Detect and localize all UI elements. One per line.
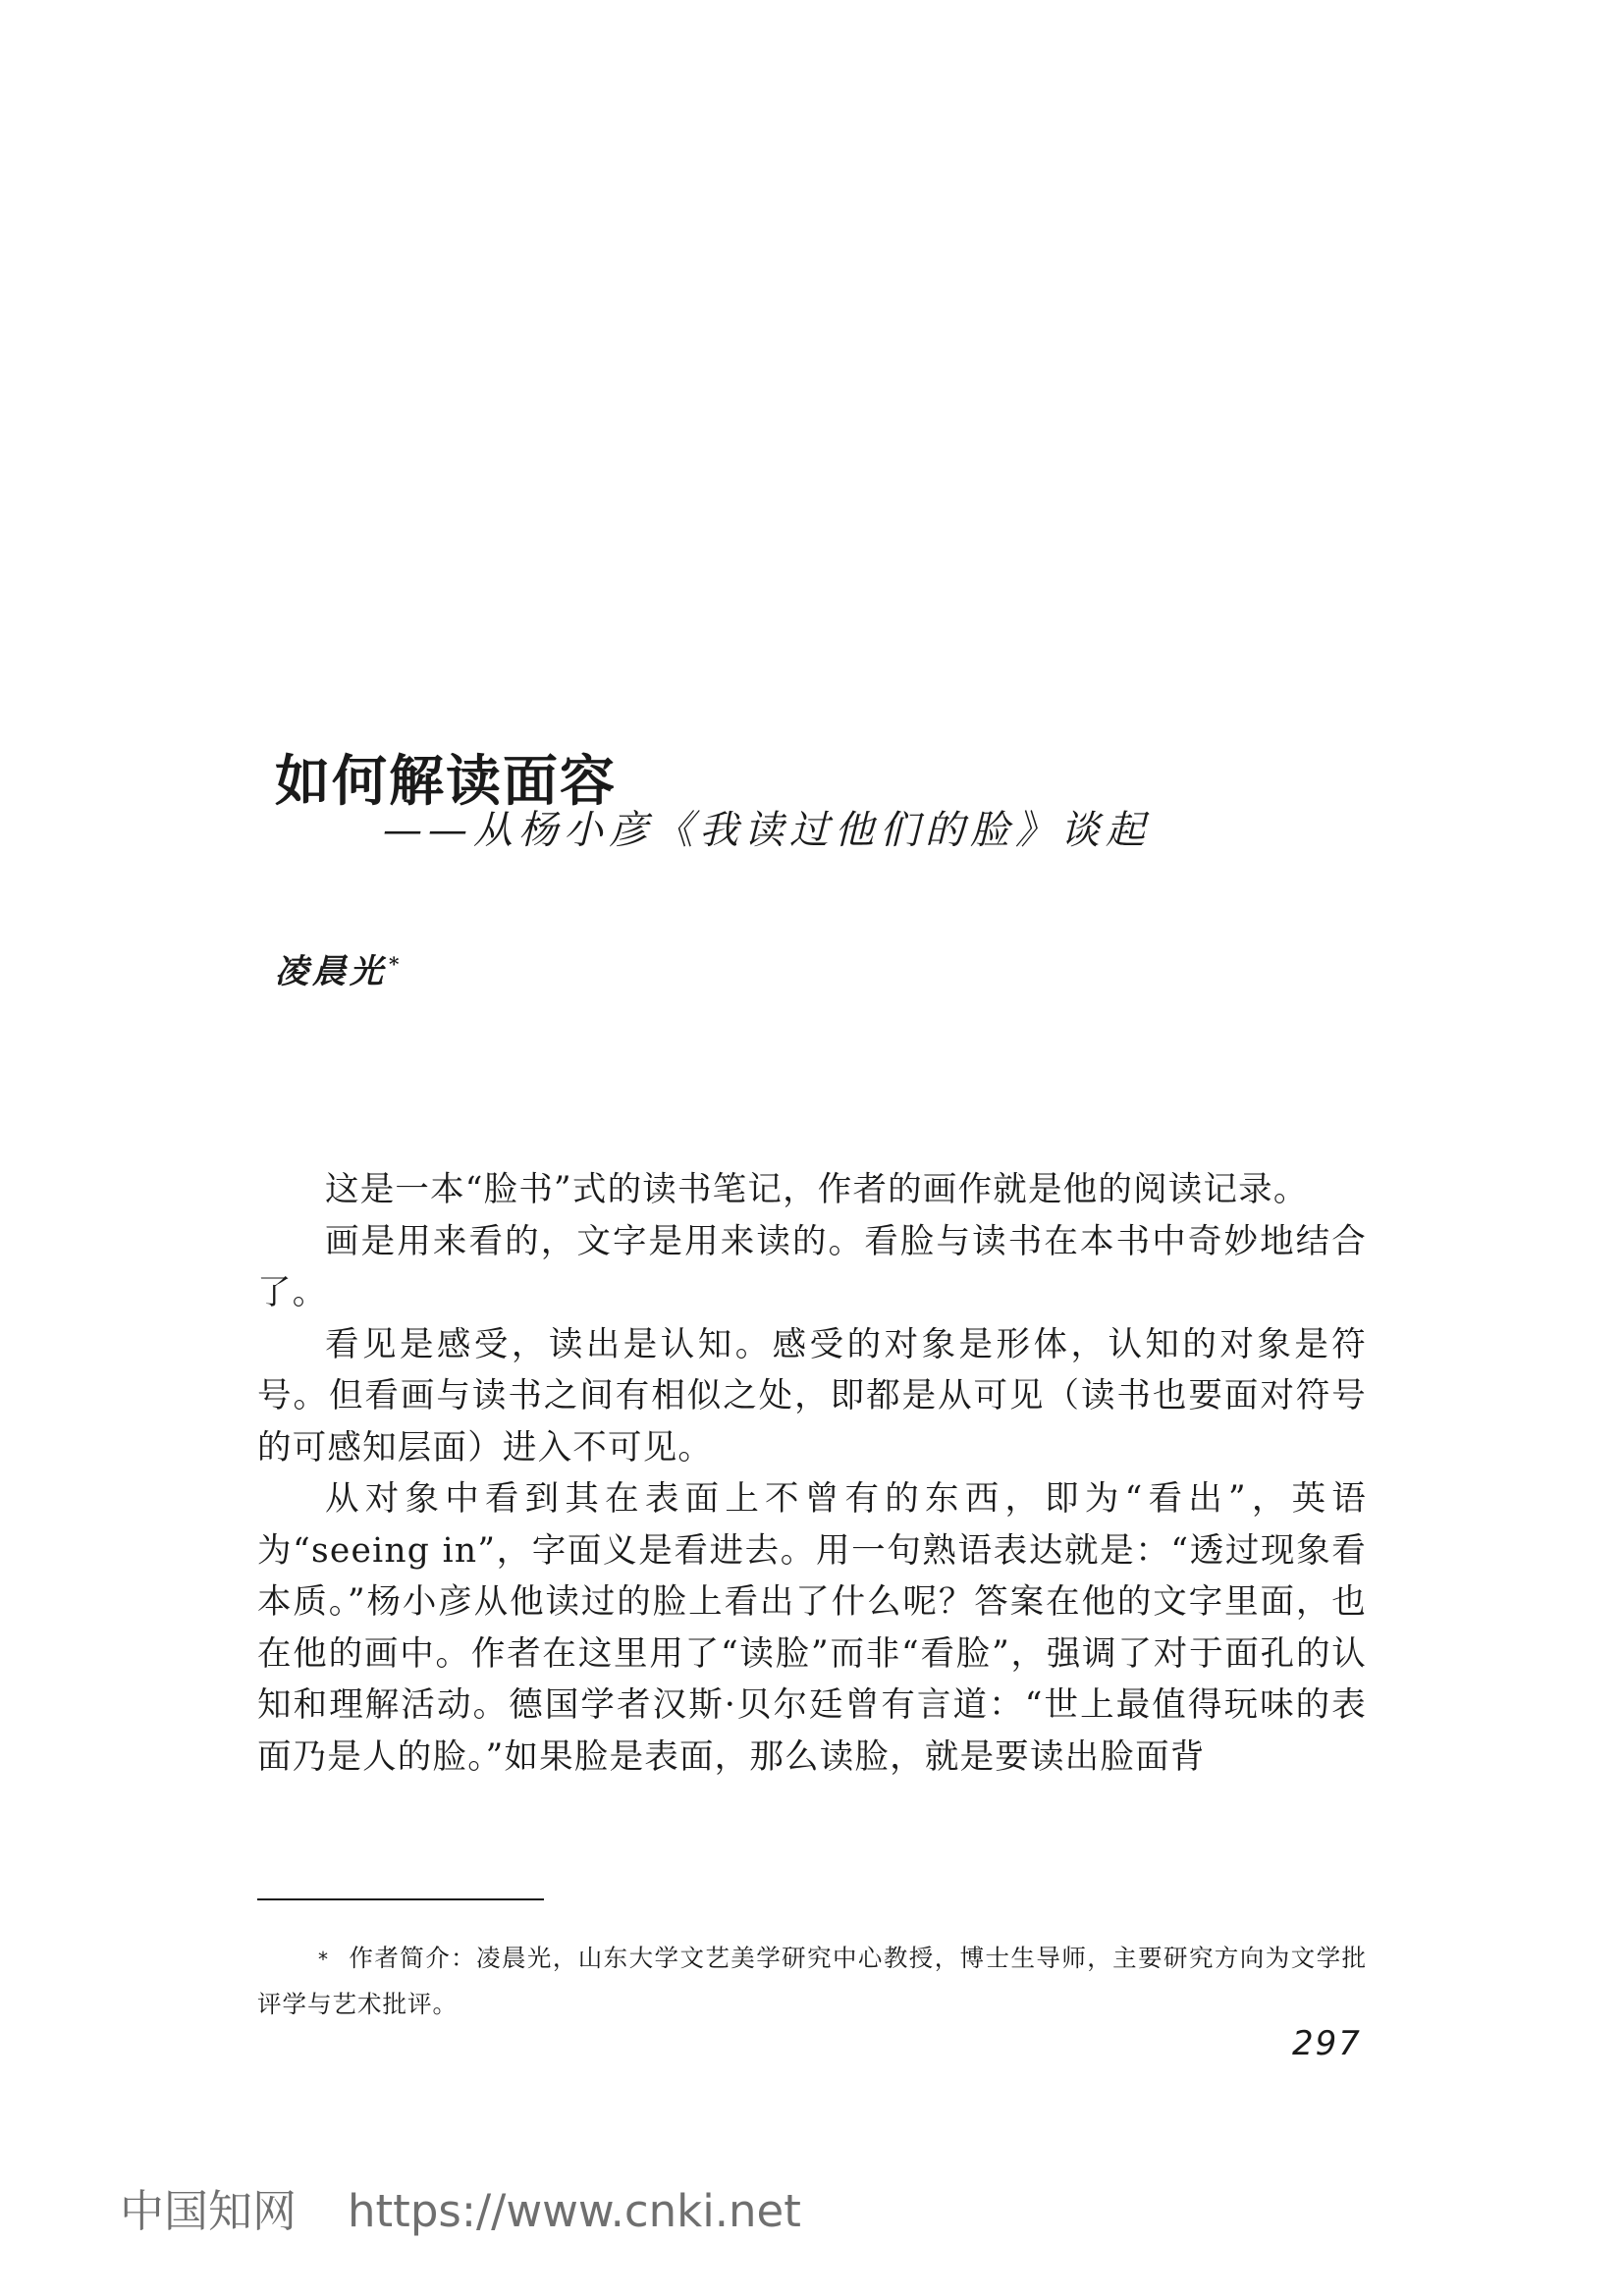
body-paragraph-3: 看见是感受，读出是认知。感受的对象是形体，认知的对象是符号。但看画与读书之间有相似之处，即都是从可见（读书也要面对符号的可感知层面）进入不可见。 xyxy=(257,1324,1367,1468)
footnote-text: 作者简介：凌晨光，山东大学文艺美学研究中心教授，博士生导师，主要研究方向为文学批评学与艺术批评。 xyxy=(257,1944,1367,2018)
article-title: 如何解读面容 xyxy=(275,748,617,814)
article-subtitle: ——从杨小彦《我读过他们的脸》谈起 xyxy=(383,808,1151,853)
footnote xyxy=(257,1936,1367,2026)
footnote-mark: * xyxy=(318,1948,329,1971)
page-number: 297 xyxy=(1292,2024,1362,2063)
body-paragraph-2: 画是用来看的，文字是用来读的。看脸与读书在本书中奇妙地结合了。 xyxy=(257,1221,1367,1312)
article-body xyxy=(257,1164,1367,1783)
footnote-divider xyxy=(257,1898,544,1900)
watermark-brand: 中国知网 xyxy=(120,2185,298,2237)
body-paragraph-4: 从对象中看到其在表面上不曾有的东西，即为“看出”，英语为“seeing in”，字面义是看进去。用一句熟语表达就是：“透过现象看本质。”杨小彦从他读过的脸上看出了什么呢？答案在他的文字里面，也在他的画中。作者在这里用了“读脸”而非“看脸”，强调了对于面孔的认知和理解活动。德国学者汉斯·贝尔廷曾有言道：“世上最值得玩味的表面乃是人的脸。”如果脸是表面，那么读脸，就是要读出脸面背 xyxy=(257,1479,1367,1777)
author-footnote-mark[interactable]: * xyxy=(389,951,404,976)
watermark-url[interactable]: https://www.cnki.net xyxy=(348,2185,801,2237)
body-paragraph-1: 这是一本“脸书”式的读书笔记，作者的画作就是他的阅读记录。 xyxy=(325,1170,1309,1209)
author-line xyxy=(275,944,403,992)
cnki-watermark xyxy=(120,2175,801,2239)
author-name: 凌晨光 xyxy=(275,952,387,991)
